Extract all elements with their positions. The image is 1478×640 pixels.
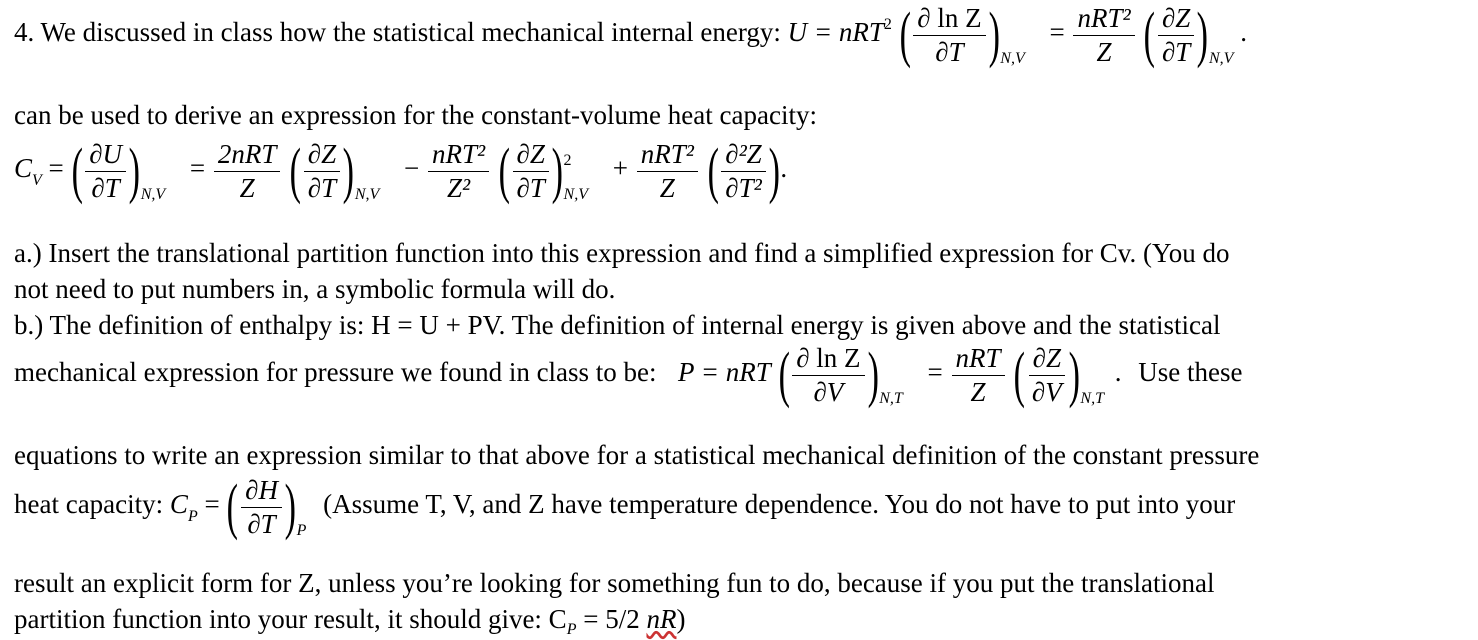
part-b-line-5: result an explicit form for Z, unless you’re looking for something fun to do, because if you put the translational	[14, 568, 1215, 598]
nrt2-over-z-fraction: $\frac{\text{nRT²}}{Z}$	[1073, 4, 1134, 66]
problem-number: 4.	[14, 17, 35, 48]
dz-dt-fraction: $\frac{\partial Z}{\partial T}$	[1158, 4, 1194, 66]
part-b-line-1: b.) The definition of enthalpy is: H = U + PV. The definition of internal energy is given above and the statistical	[14, 310, 1221, 340]
part-b-line-3: equations to write an expression similar to that above for a statistical mechanical definition of the constant pressure	[14, 440, 1260, 470]
dlnz-dt-fraction: $\frac{\text{∂ ln Z}}{\partial T}$	[913, 4, 985, 66]
cp-line: heat capacity: $C_P$ = ( $\frac{\partial H}{\partial T}$ )$_P$ (Assume T, V, and Z have temperature dependence. You do not have to put into your	[14, 473, 1236, 541]
intro-text: We discussed in class how the statistical mechanical internal energy:	[40, 17, 781, 48]
u-lhs: U = nRT	[787, 17, 884, 48]
line-2: can be used to derive an expression for the constant-volume heat capacity:	[14, 100, 817, 130]
pressure-line: mechanical expression for pressure we found in class to be: P = nRT ( $\frac{\text{∂ ln Z}}{\partial V}$ )$_{N,T}$ = $\frac{\text{nRT}}{Z}$ ( $\frac{\partial Z}{\partial V}$ )$_{N,T}$ . Use these	[14, 341, 1243, 409]
part-a-line-2: not need to put numbers in, a symbolic formula will do.	[14, 274, 616, 304]
part-a-line-1: a.) Insert the translational partition function into this expression and find a simplified expression for Cv. (You do	[14, 238, 1230, 268]
part-b-line-6: partition function into your result, it should give: $C_P = 5/2$ nR)	[14, 604, 686, 638]
internal-energy-line: 4. We discussed in class how the statistical mechanical internal energy: U = nRT$^2$ ( $\frac{\text{∂ ln Z}}{\partial T}$ )$_{N,V}$ = $\frac{\text{nRT²}}{Z}$ ( $\frac{\partial Z}{\partial T}$ )$_{N,V}$ .	[14, 1, 1247, 69]
cv-equation: $C_V$ = ( $\frac{\partial U}{\partial T}$ )$_{N,V}$ = $\frac{\text{2nRT}}{Z}$ ( $\frac{\partial Z}{\partial T}$ )$_{N,V}$ − $\frac{\text{nRT²}}{\text{Z²}}$ ( $\frac{\partial Z}{\partial T}$ )$^2_{N,V}$ + $\frac{\text{nRT²}}{Z}$ ( $\frac{\text{∂²Z}}{\text{∂T²}}$ ).	[14, 137, 788, 205]
